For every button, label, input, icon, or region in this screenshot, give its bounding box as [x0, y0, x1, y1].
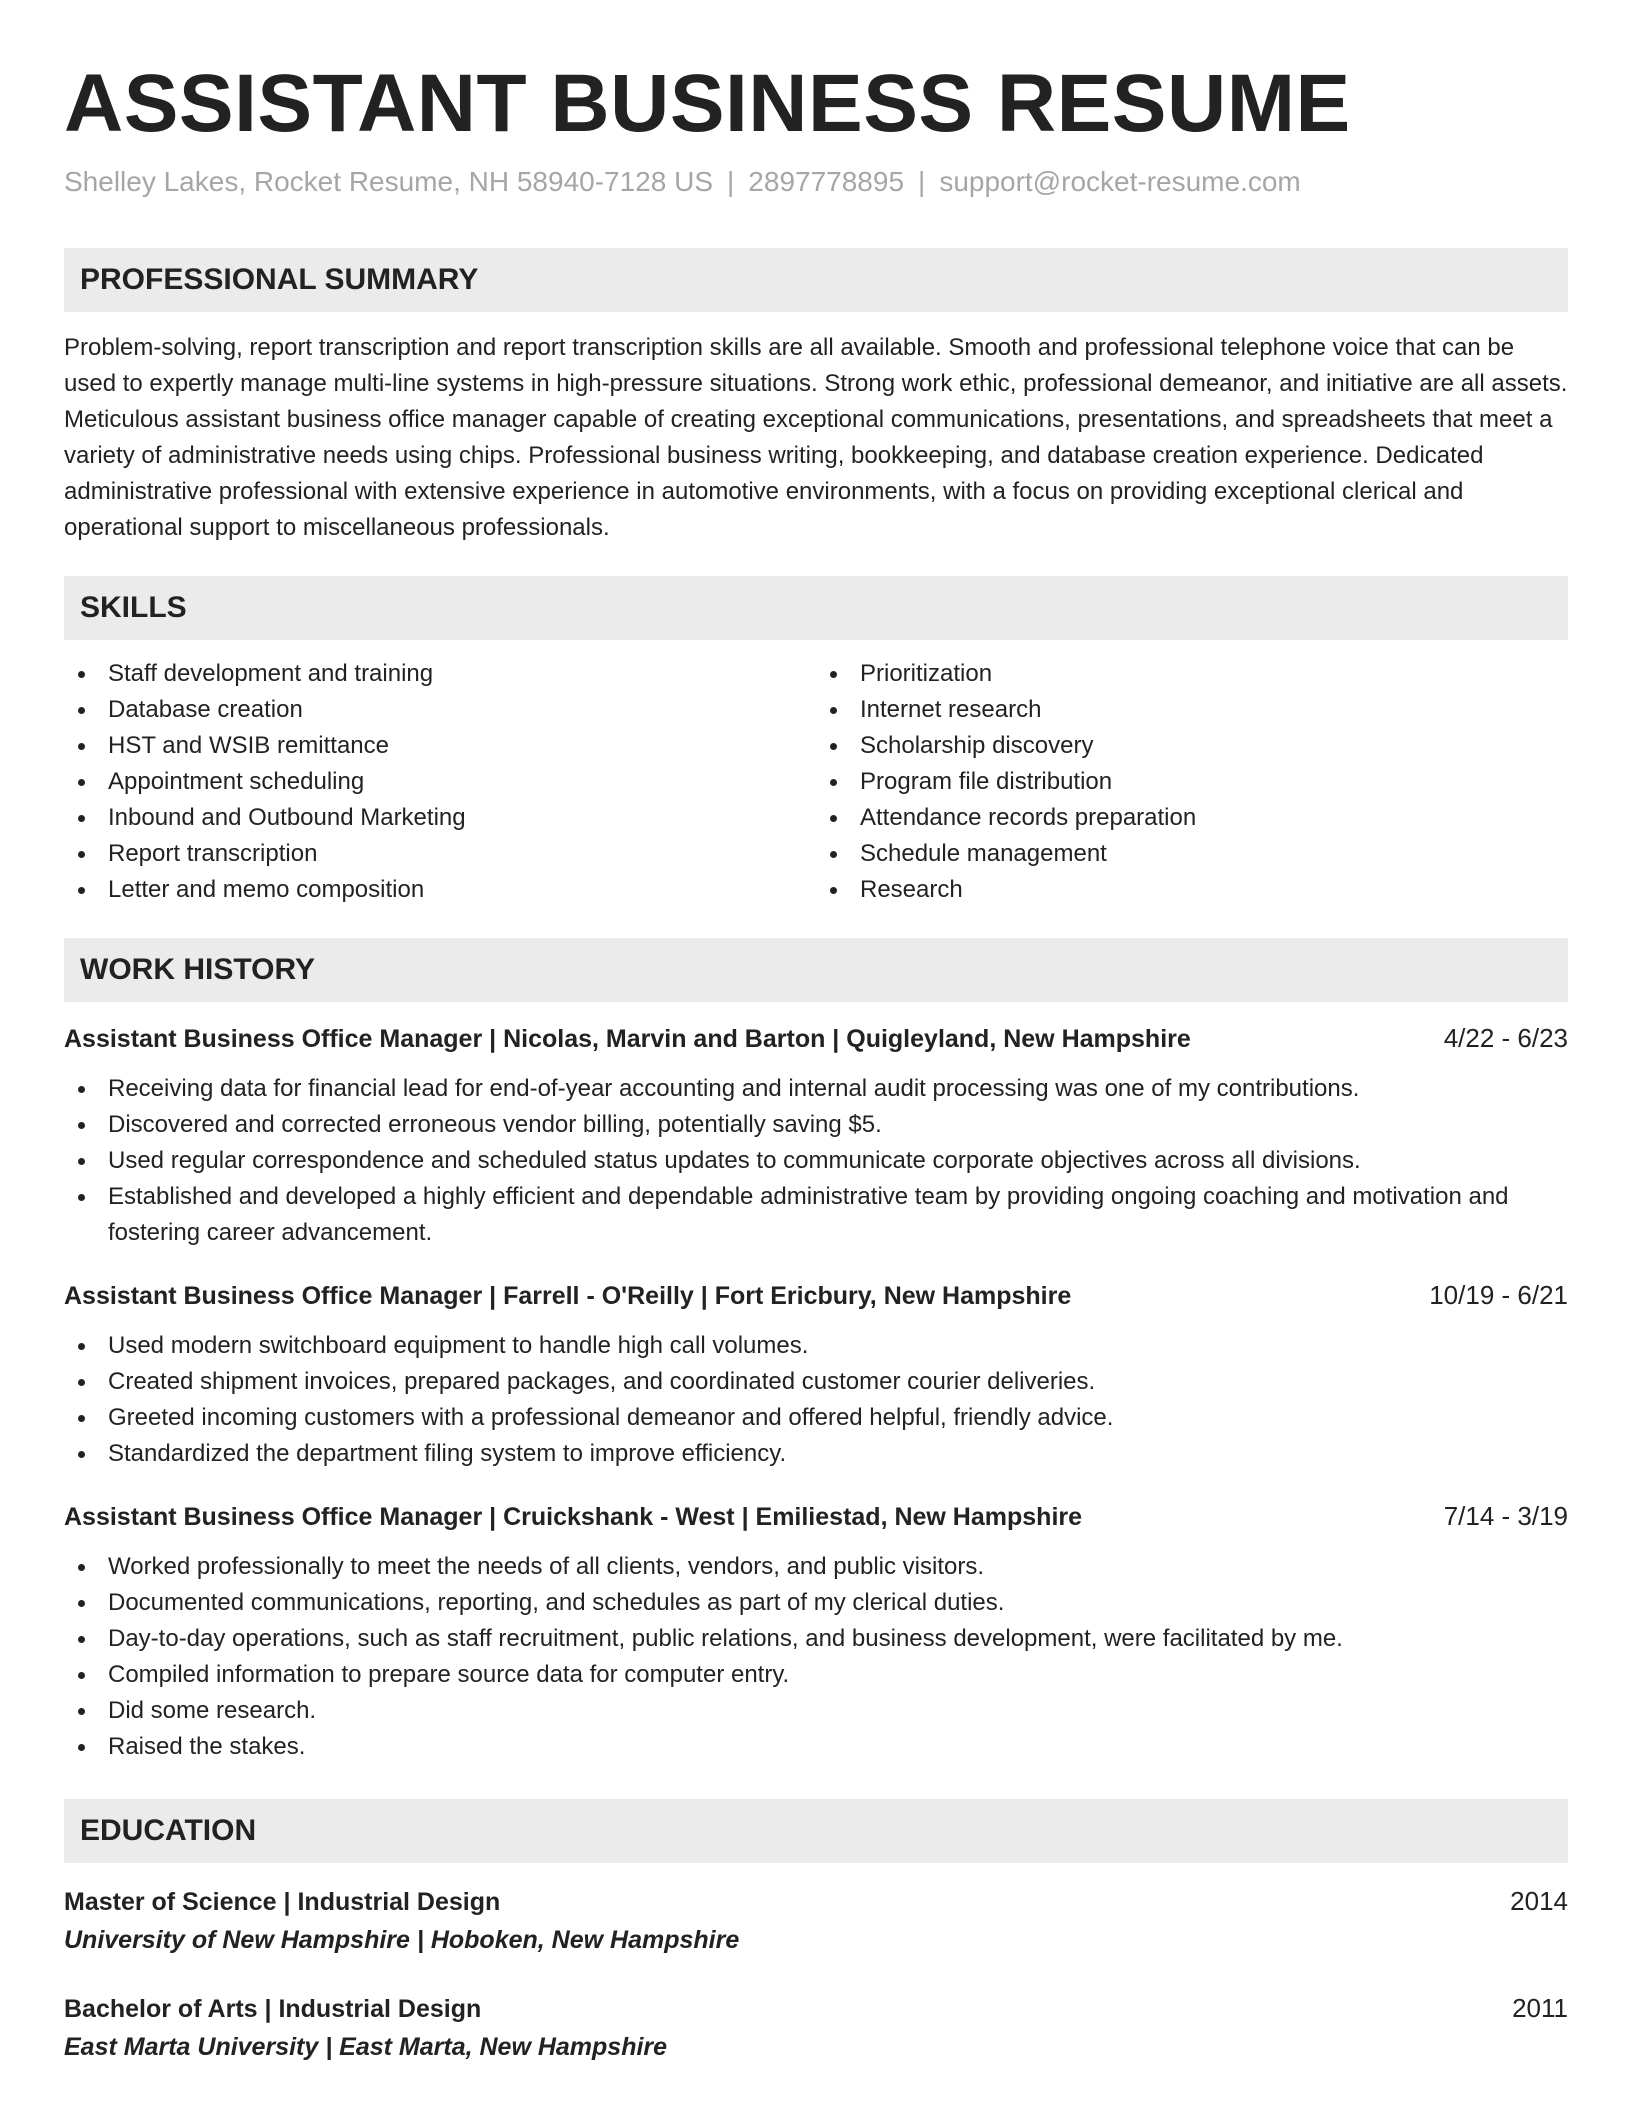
work-history-section [64, 938, 1568, 1765]
education-header [64, 1990, 1568, 2027]
skill-item: Letter and memo composition [64, 872, 816, 908]
job-header [64, 1020, 1568, 1057]
education-entry [64, 1990, 1568, 2065]
skills-column-right [816, 656, 1568, 908]
job-bullet: Worked professionally to meet the needs of all clients, vendors, and public visitors. [64, 1549, 1568, 1585]
job-bullet: Receiving data for financial lead for end-of-year accounting and internal audit processing was one of my contributions. [64, 1071, 1568, 1107]
job-bullet: Discovered and corrected erroneous vendor billing, potentially saving $5. [64, 1107, 1568, 1143]
job-bullets [64, 1549, 1568, 1765]
section-heading-education: EDUCATION [64, 1799, 1568, 1863]
job-bullets [64, 1328, 1568, 1472]
job-bullet: Standardized the department filing system to improve efficiency. [64, 1436, 1568, 1472]
contact-separator: | [918, 166, 926, 197]
job-bullet: Used modern switchboard equipment to handle high call volumes. [64, 1328, 1568, 1364]
job-bullet: Created shipment invoices, prepared packages, and coordinated customer courier deliveries. [64, 1364, 1568, 1400]
job-entry [64, 1020, 1568, 1251]
skills-grid [64, 656, 1568, 908]
skill-item: Schedule management [816, 836, 1568, 872]
job-bullet: Documented communications, reporting, and schedules as part of my clerical duties. [64, 1585, 1568, 1621]
skill-item: Internet research [816, 692, 1568, 728]
education-header [64, 1883, 1568, 1920]
skill-item: Attendance records preparation [816, 800, 1568, 836]
job-bullet: Greeted incoming customers with a professional demeanor and offered helpful, friendly advice. [64, 1400, 1568, 1436]
skills-column-left [64, 656, 816, 908]
job-bullet: Did some research. [64, 1693, 1568, 1729]
job-bullet: Established and developed a highly efficient and dependable administrative team by providing ongoing coaching and motivation and fostering career advancement. [64, 1179, 1568, 1251]
job-title: Assistant Business Office Manager | Farrell - O'Reilly | Fort Ericbury, New Hampshire [64, 1282, 1072, 1310]
job-header [64, 1498, 1568, 1535]
job-header [64, 1277, 1568, 1314]
education-degree: Bachelor of Arts | Industrial Design [64, 1995, 482, 2023]
skill-item: Scholarship discovery [816, 728, 1568, 764]
job-dates: 7/14 - 3/19 [1443, 1501, 1568, 1531]
job-title: Assistant Business Office Manager | Cruickshank - West | Emiliestad, New Hampshire [64, 1503, 1083, 1531]
job-bullet: Used regular correspondence and scheduled status updates to communicate corporate objectives across all divisions. [64, 1143, 1568, 1179]
section-heading-work: WORK HISTORY [64, 938, 1568, 1002]
job-dates: 4/22 - 6/23 [1443, 1023, 1568, 1053]
job-dates: 10/19 - 6/21 [1429, 1280, 1568, 1310]
job-title: Assistant Business Office Manager | Nicolas, Marvin and Barton | Quigleyland, New Hampshire [64, 1025, 1191, 1053]
skill-item: Database creation [64, 692, 816, 728]
contact-address: Shelley Lakes, Rocket Resume, NH 58940-7128 US [64, 166, 714, 197]
section-heading-summary: PROFESSIONAL SUMMARY [64, 248, 1568, 312]
skill-item: HST and WSIB remittance [64, 728, 816, 764]
skill-item: Program file distribution [816, 764, 1568, 800]
skill-item: Inbound and Outbound Marketing [64, 800, 816, 836]
contact-email: support@rocket-resume.com [939, 166, 1301, 197]
professional-summary-section [64, 248, 1568, 546]
contact-phone: 2897778895 [748, 166, 905, 197]
education-year: 2014 [1510, 1886, 1568, 1916]
skill-item: Report transcription [64, 836, 816, 872]
skill-item: Research [816, 872, 1568, 908]
contact-line [64, 164, 1568, 200]
education-degree: Master of Science | Industrial Design [64, 1888, 501, 1916]
skill-item: Staff development and training [64, 656, 816, 692]
contact-separator: | [727, 166, 735, 197]
education-year: 2011 [1512, 1993, 1568, 2023]
summary-text: Problem-solving, report transcription and report transcription skills are all available. Smooth and professional telephone voice that can be used to expertly manage multi-line systems in high-pressure situations. Strong work ethic, professional demeanor, and initiative are all assets. Meticulous assistant business office manager capable of creating exceptional communications, presentations, and spreadsheets that meet a variety of administrative needs using chips. Professional business writing, bookkeeping, and database creation experience. Dedicated administrative professional with extensive experience in automotive environments, with a focus on providing exceptional clerical and operational support to miscellaneous professionals. [64, 334, 1568, 541]
section-heading-skills: SKILLS [64, 576, 1568, 640]
resume-title: ASSISTANT BUSINESS RESUME [64, 58, 1351, 149]
education-school: University of New Hampshire | Hoboken, New Hampshire [64, 1926, 740, 1954]
job-bullets [64, 1071, 1568, 1251]
job-bullet: Day-to-day operations, such as staff recruitment, public relations, and business development, were facilitated by me. [64, 1621, 1568, 1657]
education-entry [64, 1883, 1568, 1958]
skill-item: Prioritization [816, 656, 1568, 692]
skills-section [64, 576, 1568, 908]
job-bullet: Compiled information to prepare source data for computer entry. [64, 1657, 1568, 1693]
job-entry [64, 1277, 1568, 1472]
job-bullet: Raised the stakes. [64, 1729, 1568, 1765]
skill-item: Appointment scheduling [64, 764, 816, 800]
education-section [64, 1799, 1568, 2065]
education-school: East Marta University | East Marta, New Hampshire [64, 2033, 668, 2061]
job-entry [64, 1498, 1568, 1765]
